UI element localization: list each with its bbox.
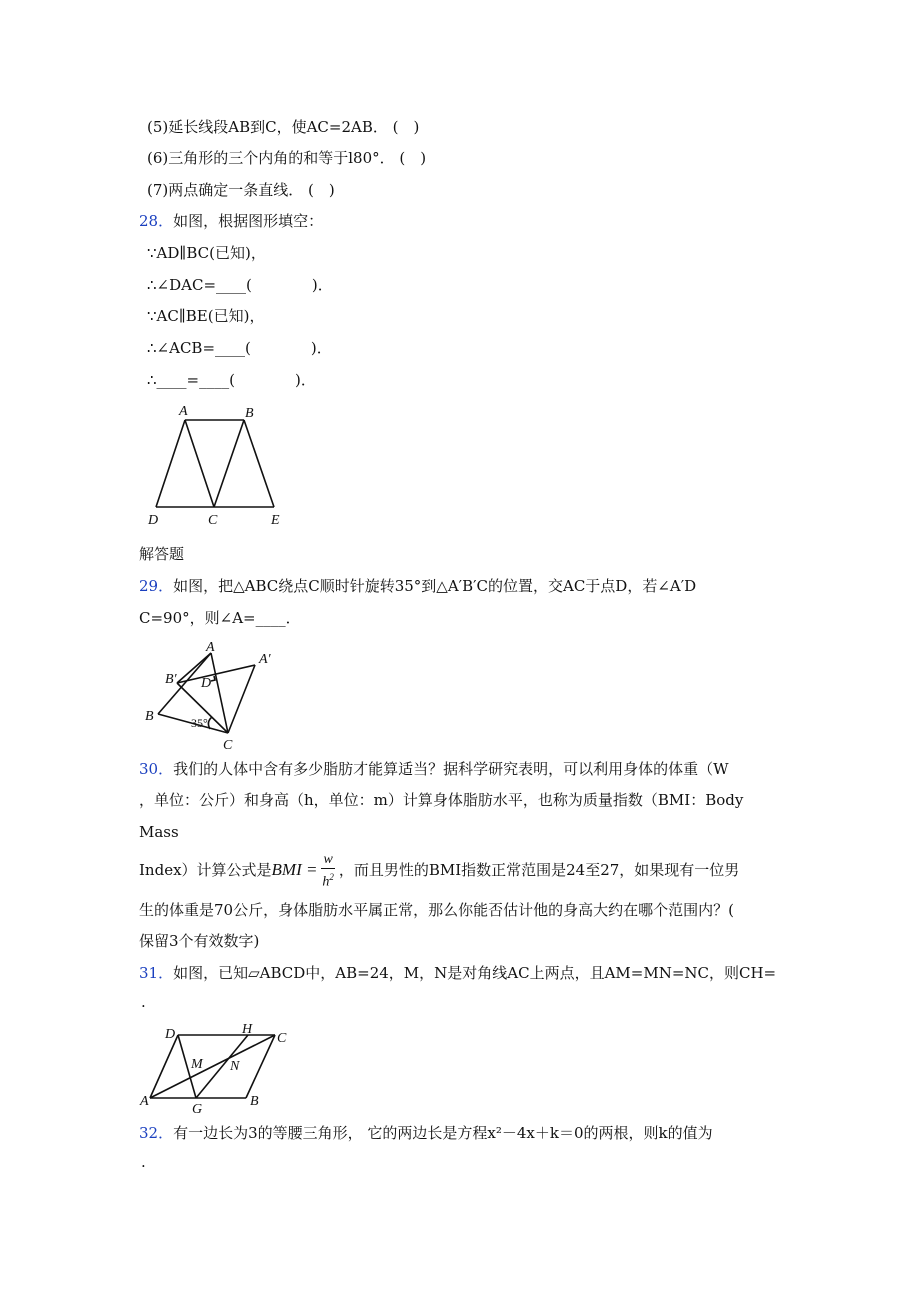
question-text: 如图，已知▱ABCD中，AB=24，M，N是对角线AC上两点，且AM=MN=NC，则CH= — [173, 964, 777, 982]
q28-step-5: ∴____=____( )． — [147, 371, 316, 389]
section-heading: 解答题 — [139, 545, 185, 563]
question-number: 29． — [139, 577, 174, 595]
label-c: C — [223, 738, 233, 753]
label-a-prime: A′ — [259, 652, 271, 667]
question-29 — [139, 576, 696, 596]
question-text: 如图，根据图形填空： — [173, 212, 324, 230]
bmi-den-exp: 2 — [329, 871, 334, 882]
question-32 — [139, 1123, 713, 1143]
q31-line-2: . — [141, 993, 146, 1011]
question-number: 30． — [139, 760, 174, 778]
q28-step-4: ∴∠ACB=____( )． — [147, 339, 332, 357]
q30-text-4b: ，而且男性的BMI指数正常范围是24至27，如果现有一位男 — [338, 861, 740, 879]
label-h: H — [242, 1022, 253, 1037]
label-b: B — [145, 709, 154, 724]
question-text: 如图，把△ABC绕点C顺时针旋转35°到△A′B′C的位置，交AC于点D，若∠A′D — [173, 577, 697, 595]
question-number: 28． — [139, 212, 174, 230]
q29-line-2: C=90°，则∠A=____． — [139, 609, 301, 627]
label-c: C — [277, 1031, 287, 1046]
question-30 — [139, 759, 729, 779]
label-a: A — [206, 640, 215, 655]
q28-step-3: ∵AC∥BE(已知)， — [147, 307, 265, 325]
bmi-fraction — [321, 852, 334, 891]
label-b: B — [245, 406, 254, 421]
question-text: 有一边长为3的等腰三角形， 它的两边长是方程x²－4x＋k＝0的两根，则k的值为 — [173, 1124, 713, 1142]
question-text: 我们的人体中含有多少脂肪才能算适当？据科学研究表明，可以利用身体的体重（W — [173, 760, 729, 778]
label-m: M — [191, 1057, 203, 1072]
q30-line-4 — [139, 850, 739, 890]
q30-line-6: 保留3个有效数字) — [139, 932, 260, 950]
label-a: A — [179, 404, 188, 419]
q28-step-1: ∵AD∥BC(已知)， — [147, 244, 266, 262]
q30-line-5: 生的体重是70公斤，身体脂肪水平属正常，那么你能否估计他的身高大约在哪个范围内？( — [139, 901, 734, 919]
label-d: D — [148, 513, 159, 528]
label-b-prime: B′ — [165, 672, 177, 687]
label-b: B — [250, 1094, 259, 1109]
statement-6: (6)三角形的三个内角的和等于l80°． ( ) — [147, 149, 427, 167]
q28-step-2: ∴∠DAC=____( )． — [147, 276, 333, 294]
label-d: D — [165, 1027, 176, 1042]
figure-29 — [140, 636, 290, 756]
label-angle: 35° — [191, 716, 208, 730]
label-n: N — [230, 1059, 240, 1074]
statement-5: (5)延长线段AB到C，使AC=2AB． ( ) — [147, 118, 420, 136]
bmi-formula-lhs: BMI = — [271, 860, 318, 879]
label-a: A — [140, 1094, 149, 1109]
statement-7: (7)两点确定一条直线． ( ) — [147, 181, 335, 199]
q30-line-3: Mass — [139, 823, 179, 841]
q32-line-2: . — [141, 1153, 146, 1171]
bmi-numerator: w — [323, 851, 333, 867]
bmi-den-base: h — [322, 874, 330, 890]
label-c: C — [208, 513, 218, 528]
figure-28 — [140, 400, 300, 530]
question-31 — [139, 963, 776, 983]
label-g: G — [192, 1102, 203, 1117]
q30-text-4a: Index）计算公式是 — [139, 861, 272, 879]
bmi-denominator — [321, 869, 334, 891]
label-e: E — [271, 513, 280, 528]
question-number: 32． — [139, 1124, 174, 1142]
label-d: D — [201, 676, 212, 691]
question-number: 31． — [139, 964, 174, 982]
q30-line-2: ，单位：公斤）和身高（h，单位：m）计算身体脂肪水平，也称为质量指数（BMI：Body — [139, 791, 744, 809]
question-28 — [139, 211, 323, 231]
figure-31 — [138, 1018, 298, 1118]
